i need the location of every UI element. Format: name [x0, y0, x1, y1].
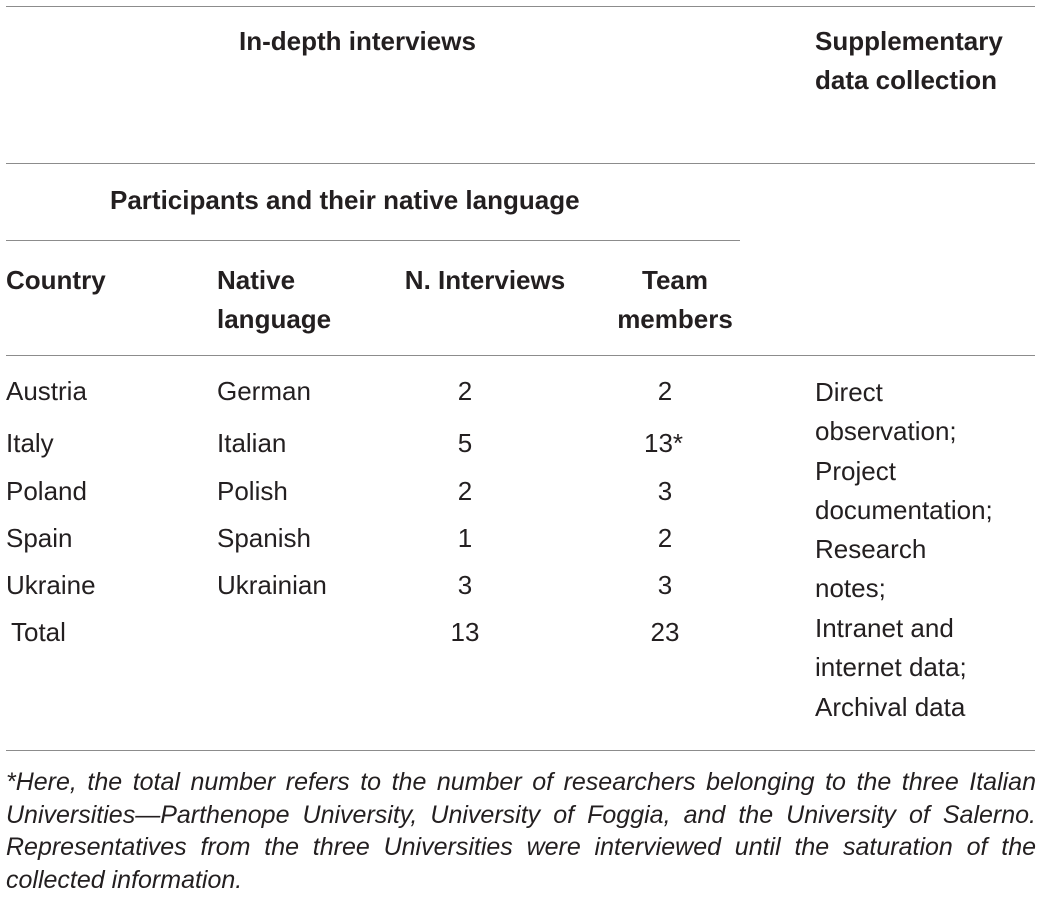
n-interviews-column-header: N. Interviews — [404, 265, 566, 295]
members-cell: 2 — [657, 523, 673, 553]
language-cell: Ukrainian — [217, 570, 327, 600]
participants-header: Participants and their native language — [110, 185, 580, 215]
language-cell: Italian — [217, 428, 287, 458]
language-cell: German — [217, 376, 311, 406]
supplementary-line: Intranet and — [815, 613, 954, 643]
supplementary-line: observation; — [815, 416, 957, 446]
country-cell: Spain — [6, 523, 73, 553]
supplementary-line: notes; — [815, 573, 886, 603]
interviews-cell: 2 — [457, 376, 473, 406]
bottom-rule — [6, 750, 1035, 751]
country-cell: Poland — [6, 476, 87, 506]
interviews-cell: 3 — [457, 570, 473, 600]
country-cell: Italy — [6, 428, 54, 458]
native-language-column-header: Native language — [217, 265, 332, 334]
interviews-cell: 2 — [457, 476, 473, 506]
language-cell: Polish — [217, 476, 288, 506]
interviews-total: 13 — [450, 617, 480, 647]
supplementary-line: Research — [815, 534, 927, 564]
interviews-cell: 5 — [457, 428, 473, 458]
supplementary-line: Archival data — [815, 692, 966, 722]
supplementary-line: documentation; — [815, 495, 993, 525]
members-cell: 13* — [644, 428, 684, 458]
interviews-cell: 1 — [457, 523, 473, 553]
in-depth-interviews-header: In-depth interviews — [239, 26, 476, 56]
column-header-rule — [6, 355, 1035, 356]
members-cell: 3 — [657, 476, 673, 506]
team-members-column-header: Team members — [617, 265, 733, 334]
supplementary-data-header: Supplementary data collection — [815, 26, 1003, 95]
country-cell: Austria — [6, 376, 87, 406]
country-column-header: Country — [6, 265, 106, 295]
supplementary-line: Project — [815, 456, 896, 486]
supplementary-line: Direct — [815, 377, 883, 407]
language-cell: Spanish — [217, 523, 311, 553]
header-rule — [6, 163, 1035, 164]
members-cell: 2 — [657, 376, 673, 406]
top-rule — [6, 6, 1035, 7]
members-total: 23 — [650, 617, 680, 647]
participants-rule — [6, 240, 740, 241]
table-footnote: *Here, the total number refers to the number of researchers belonging to the three Italian Universities—Parthenope University, University of Foggia, and the University of Salerno. Representatives from the three Universities were interviewed until the saturation of the collected information. — [6, 768, 1036, 894]
supplementary-line: internet data; — [815, 652, 967, 682]
members-cell: 3 — [657, 570, 673, 600]
total-label: Total — [11, 617, 66, 647]
country-cell: Ukraine — [6, 570, 96, 600]
